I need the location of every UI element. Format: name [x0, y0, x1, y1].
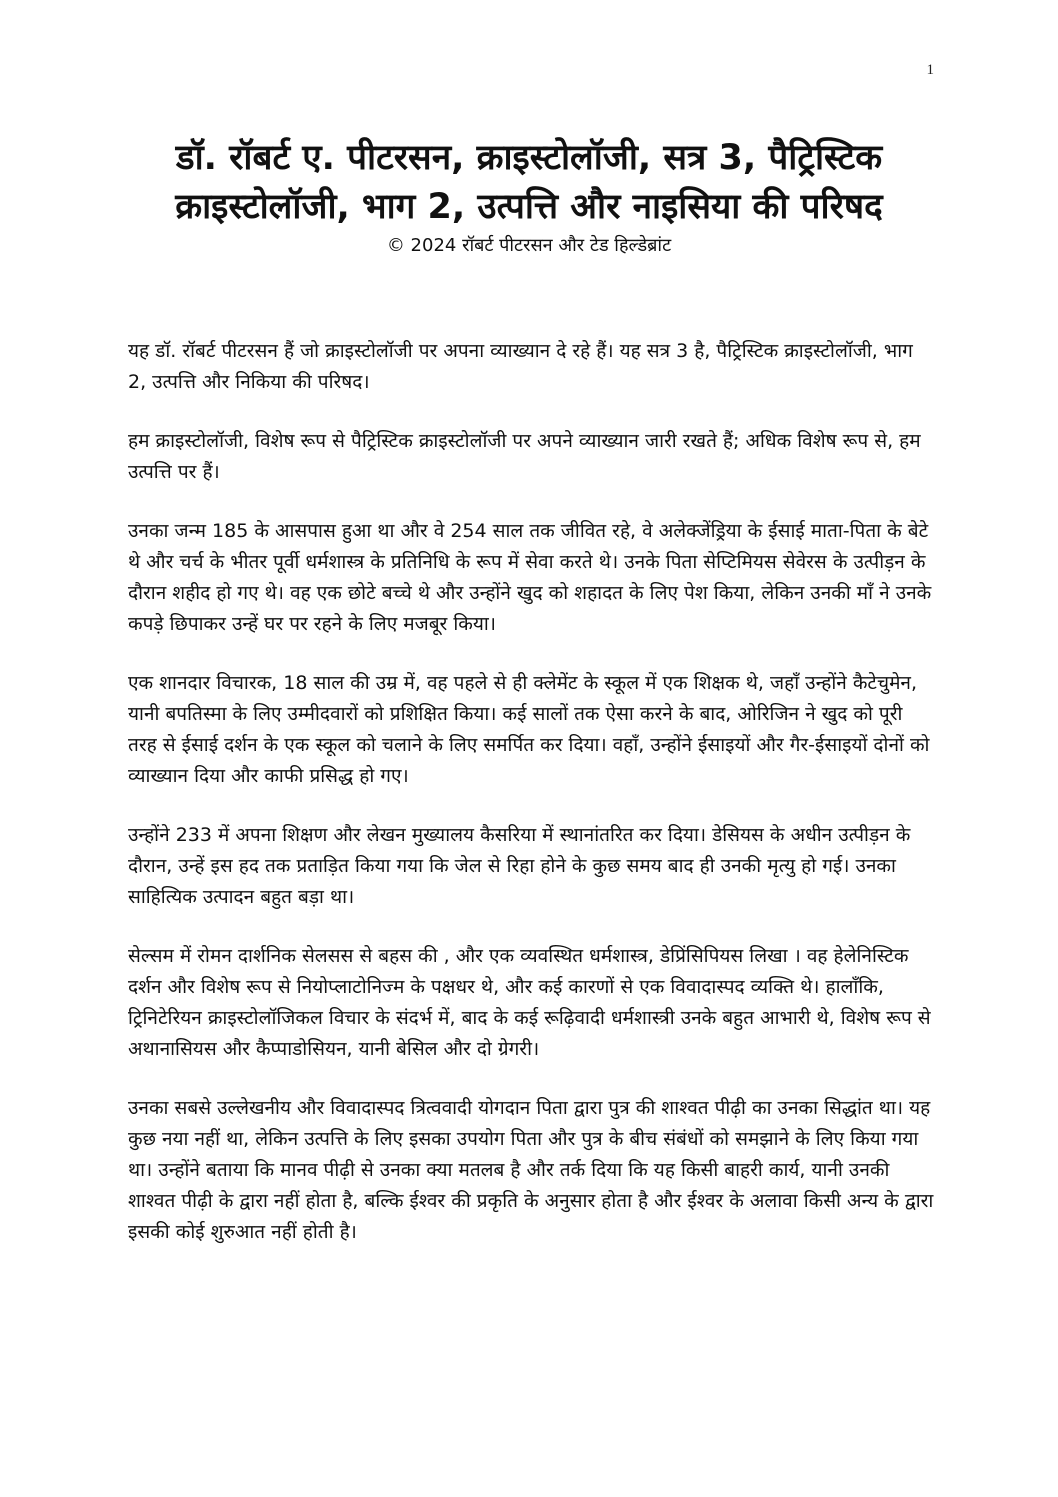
paragraph-6: सेल्सम में रोमन दार्शनिक सेलसस से बहस की , और एक व्यवस्थित धर्मशास्त्र, डेप्रिंसिपियस लिखा । वह हेलेनिस्टिक दर्शन और विशेष रूप से नियोप्लाटोनिज्म के पक्षधर थे, और कई कारणों से एक विवादास्पद व्यक्ति थे। हालाँकि, ट्रिनिटेरियन क्राइस्टोलॉजिकल विचार के संदर्भ में, बाद के कई रूढ़िवादी धर्मशास्त्री उनके बहुत आभारी थे, विशेष रूप से अथानासियस और कैप्पाडोसियन, यानी बेसिल और दो ग्रेगरी। [128, 945, 931, 1060]
paragraph-2: हम क्राइस्टोलॉजी, विशेष रूप से पैट्रिस्टिक क्राइस्टोलॉजी पर अपने व्याख्यान जारी रखते हैं; अधिक विशेष रूप से, हम उत्पत्ति पर हैं। [128, 430, 921, 483]
document-header [128, 134, 930, 258]
paragraph-1: यह डॉ. रॉबर्ट पीटरसन हैं जो क्राइस्टोलॉजी पर अपना व्याख्यान दे रहे हैं। यह सत्र 3 है, पैट्रिस्टिक क्राइस्टोलॉजी, भाग 2, उत्पत्ति और निकिया की परिषद। [128, 340, 913, 393]
paragraph-4: एक शानदार विचारक, 18 साल की उम्र में, वह पहले से ही क्लेमेंट के स्कूल में एक शिक्षक थे, जहाँ उन्होंने कैटेचुमेन, यानी बपतिस्मा के लिए उम्मीदवारों को प्रशिक्षित किया। कई सालों तक ऐसा करने के बाद, ओरिजिन ने खुद को पूरी तरह से ईसाई दर्शन के एक स्कूल को चलाने के लिए समर्पित कर दिया। वहाँ, उन्होंने ईसाइयों और गैर-ईसाइयों दोनों को व्याख्यान दिया और काफी प्रसिद्ध हो गए। [128, 672, 930, 787]
copyright-line: © 2024 रॉबर्ट पीटरसन और टेड हिल्डेब्रांट [386, 235, 672, 256]
document-title: डॉ. रॉबर्ट ए. पीटरसन, क्राइस्टोलॉजी, सत्र 3, पैट्रिस्टिक क्राइस्टोलॉजी, भाग 2, उत्पत्ति और नाइसिया की परिषद [175, 138, 883, 227]
paragraph-3: उनका जन्म 185 के आसपास हुआ था और वे 254 साल तक जीवित रहे, वे अलेक्जेंड्रिया के ईसाई माता-पिता के बेटे थे और चर्च के भीतर पूर्वी धर्मशास्त्र के प्रतिनिधि के रूप में सेवा करते थे। उनके पिता सेप्टिमियस सेवेरस के उत्पीड़न के दौरान शहीद हो गए थे। वह एक छोटे बच्चे थे और उन्होंने खुद को शहादत के लिए पेश किया, लेकिन उनकी माँ ने उनके कपड़े छिपाकर उन्हें घर पर रहने के लिए मजबूर किया। [128, 520, 932, 635]
paragraph-5: उन्होंने 233 में अपना शिक्षण और लेखन मुख्यालय कैसरिया में स्थानांतरित कर दिया। डेसियस के अधीन उत्पीड़न के दौरान, उन्हें इस हद तक प्रताड़ित किया गया कि जेल से रिहा होने के कुछ समय बाद ही उनकी मृत्यु हो गई। उनका साहित्यिक उत्पादन बहुत बड़ा था। [128, 824, 911, 908]
document-body [128, 336, 934, 1276]
paragraph-7: उनका सबसे उल्लेखनीय और विवादास्पद त्रित्ववादी योगदान पिता द्वारा पुत्र की शाश्वत पीढ़ी का उनका सिद्धांत था। यह कुछ नया नहीं था, लेकिन उत्पत्ति के लिए इसका उपयोग पिता और पुत्र के बीच संबंधों को समझाने के लिए किया गया था। उन्होंने बताया कि मानव पीढ़ी से उनका क्या मतलब है और तर्क दिया कि यह किसी बाहरी कार्य, यानी उनकी शाश्वत पीढ़ी के द्वारा नहीं होता है, बल्कि ईश्वर की प्रकृति के अनुसार होता है और ईश्वर के अलावा किसी अन्य के द्वारा इसकी कोई शुरुआत नहीं होती है। [128, 1097, 934, 1243]
page-number: 1 [926, 62, 934, 78]
